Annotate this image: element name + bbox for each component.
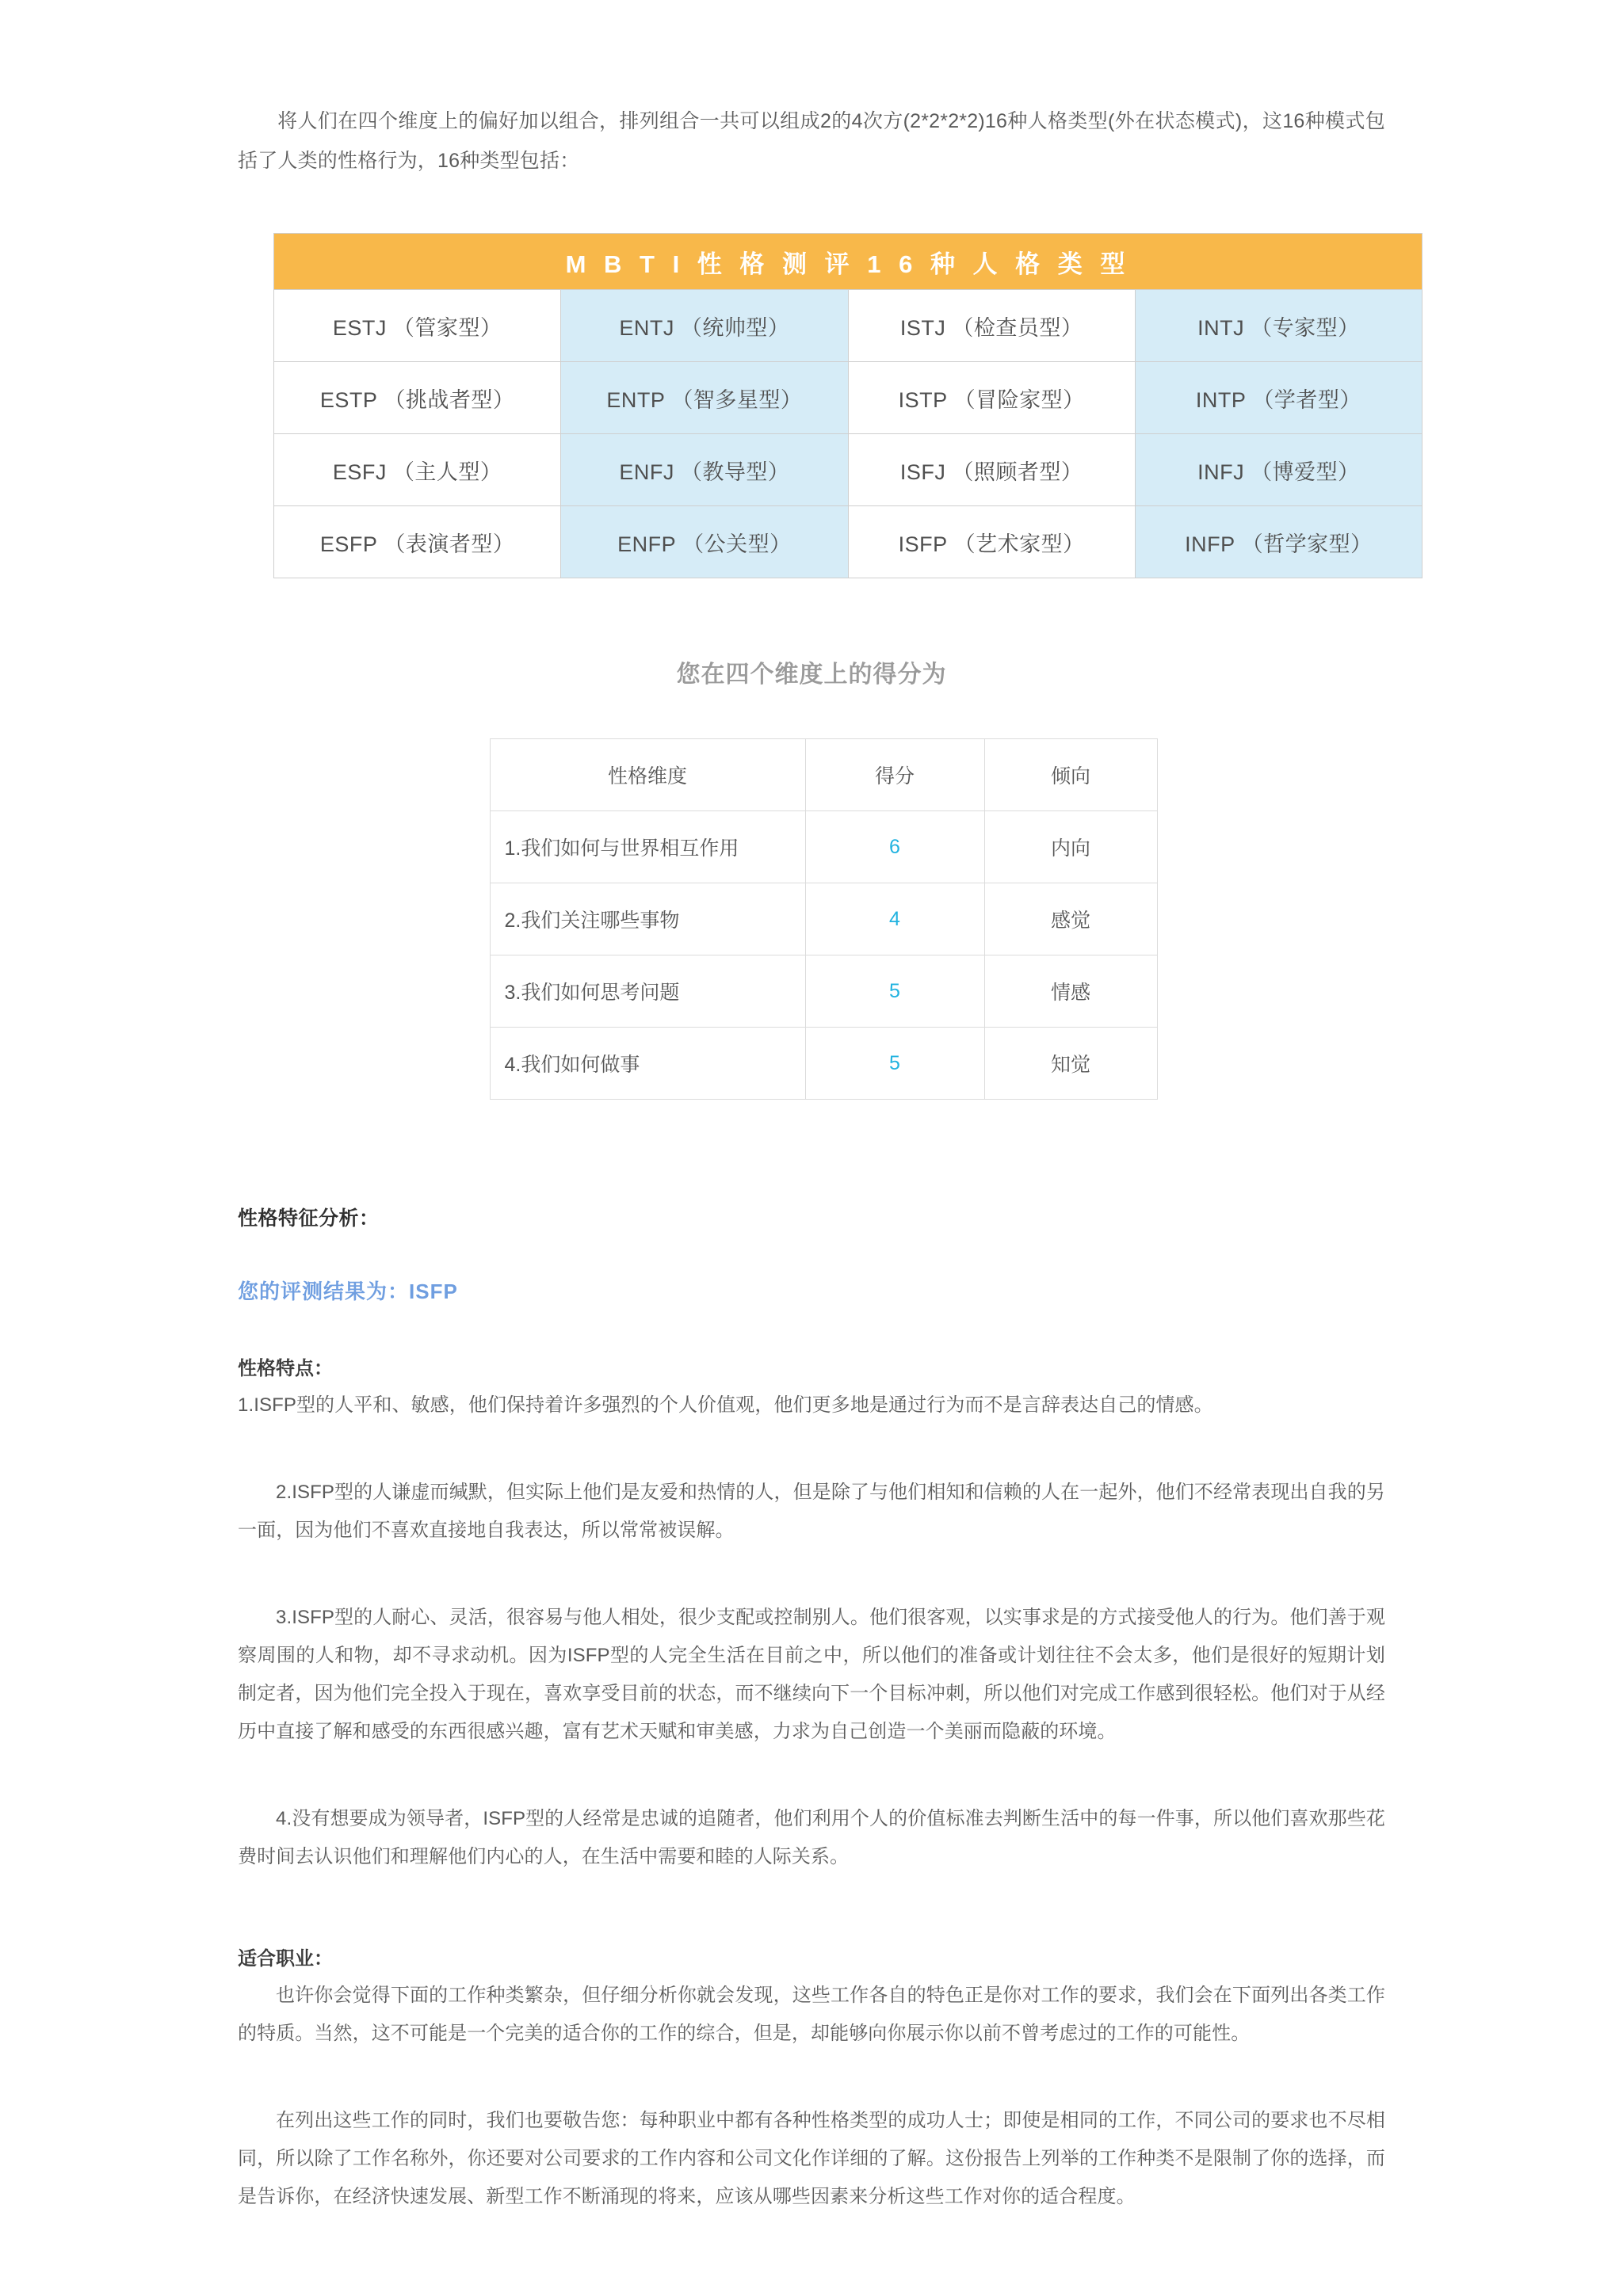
mbti-cell-isfp xyxy=(848,506,1135,578)
mbti-code: INFP xyxy=(1185,532,1235,556)
mbti-name: （专家型） xyxy=(1251,315,1360,340)
score-table-head xyxy=(490,739,1157,811)
mbti-cell-estj xyxy=(274,290,561,362)
mbti-code: ESTJ xyxy=(332,315,387,340)
mbti-name: （照顾者型） xyxy=(952,460,1083,484)
mbti-code: ISFP xyxy=(898,532,948,556)
score-col-tendency: 倾向 xyxy=(984,739,1157,811)
mbti-name: （挑战者型） xyxy=(384,387,515,412)
mbti-cell-intp xyxy=(1135,362,1422,434)
score-value: 5 xyxy=(805,955,984,1028)
mbti-name: （公关型） xyxy=(682,532,792,556)
table-row xyxy=(490,883,1157,955)
mbti-types-table xyxy=(273,233,1423,578)
mbti-name: （学者型） xyxy=(1252,387,1361,412)
trait-paragraph-3: 3.ISFP型的人耐心、灵活，很容易与他人相处，很少支配或控制别人。他们很客观，以实事求是的方式接受他人的行为。他们善于观察周围的人和物，却不寻求动机。因为ISFP型的人完全生活在目前之中，所以他们的准备或计划往往不会太多，他们是很好的短期计划制定者，因为他们完全投入于现在，喜欢享受目前的状态，而不继续向下一个目标冲刺，所以他们对完成工作感到很轻松。他们对于从经历中直接了解和感受的东西很感兴趣，富有艺术天赋和审美感，力求为自己创造一个美丽而隐蔽的环境。 xyxy=(238,1607,1385,1742)
table-row xyxy=(490,811,1157,883)
mbti-name: （艺术家型） xyxy=(953,532,1085,556)
mbti-code: ISTJ xyxy=(899,315,946,340)
spacer xyxy=(238,1773,1385,1800)
mbti-cell-isfj xyxy=(848,434,1135,506)
score-dimension: 3.我们如何思考问题 xyxy=(490,955,805,1028)
mbti-cell-enfj xyxy=(561,434,848,506)
spacer xyxy=(238,1447,1385,1474)
mbti-name: （统帅型） xyxy=(680,315,790,340)
mbti-cell-infp xyxy=(1135,506,1422,578)
score-value: 6 xyxy=(805,811,984,883)
table-row xyxy=(274,506,1423,578)
score-table-body xyxy=(490,811,1157,1100)
score-table xyxy=(490,738,1158,1100)
table-row xyxy=(274,362,1423,434)
mbti-code: ISTP xyxy=(898,387,948,412)
score-tendency: 知觉 xyxy=(984,1028,1157,1100)
score-col-dimension: 性格维度 xyxy=(490,739,805,811)
mbti-cell-esfp xyxy=(274,506,561,578)
mbti-table-wrapper xyxy=(0,233,1623,578)
mbti-name: （博爱型） xyxy=(1251,460,1360,484)
score-tendency: 感觉 xyxy=(984,883,1157,955)
trait-paragraph-4: 4.没有想要成为领导者，ISFP型的人经常是忠诚的追随者，他们利用个人的价值标准去判断生活中的每一件事，所以他们喜欢那些花费时间去认识他们和理解他们内心的人，在生活中需要和睦的人际关系。 xyxy=(238,1808,1385,1867)
score-table-header-row xyxy=(490,739,1157,811)
mbti-name: （哲学家型） xyxy=(1241,532,1373,556)
mbti-code: ESTP xyxy=(319,387,378,412)
intro-paragraph xyxy=(0,0,1623,181)
careers-heading: 适合职业： xyxy=(238,1948,333,1970)
score-col-score: 得分 xyxy=(805,739,984,811)
mbti-code: INFJ xyxy=(1197,460,1245,484)
analysis-heading: 性格特征分析： xyxy=(238,1207,380,1230)
score-tendency: 情感 xyxy=(984,955,1157,1028)
mbti-name: （检查员型） xyxy=(952,315,1083,340)
mbti-cell-esfj xyxy=(274,434,561,506)
mbti-name: （教导型） xyxy=(680,460,790,484)
mbti-code: ENFJ xyxy=(619,460,674,484)
score-table-wrapper xyxy=(0,738,1623,1100)
mbti-code: ENFP xyxy=(617,532,677,556)
mbti-table-title: M B T I 性 格 测 评 1 6 种 人 格 类 型 xyxy=(274,234,1423,290)
trait-paragraph-2: 2.ISFP型的人谦虚而缄默，但实际上他们是友爱和热情的人，但是除了与他们相知和信赖的人在一起外，他们不经常表现出自我的另一面，因为他们不喜欢直接地自我表达，所以常常被误解。 xyxy=(238,1482,1385,1541)
mbti-cell-intj xyxy=(1135,290,1422,362)
table-row xyxy=(490,955,1157,1028)
mbti-cell-entj xyxy=(561,290,848,362)
mbti-table-header-row xyxy=(274,234,1423,290)
mbti-cell-entp xyxy=(561,362,848,434)
mbti-code: ENTJ xyxy=(619,315,674,340)
mbti-cell-istp xyxy=(848,362,1135,434)
result-heading: 您的评测结果为：ISFP xyxy=(238,1280,458,1303)
score-value: 5 xyxy=(805,1028,984,1100)
score-value: 4 xyxy=(805,883,984,955)
mbti-code: INTP xyxy=(1195,387,1247,412)
spacer xyxy=(238,1898,1385,1943)
mbti-cell-infj xyxy=(1135,434,1422,506)
intro-text: 将人们在四个维度上的偏好加以组合，排列组合一共可以组成2的4次方(2*2*2*2)16种人格类型(外在状态模式)，这16种模式包括了人类的性格行为，16种类型包括： xyxy=(238,110,1385,172)
mbti-table-body xyxy=(274,234,1423,578)
score-section-title: 您在四个维度上的得分为 xyxy=(676,662,947,688)
trait-paragraph-1: 1.ISFP型的人平和、敏感，他们保持着许多强烈的个人价值观，他们更多地是通过行为而不是言辞表达自己的情感。 xyxy=(238,1394,1213,1416)
table-row xyxy=(274,290,1423,362)
mbti-name: （冒险家型） xyxy=(953,387,1085,412)
score-dimension: 2.我们关注哪些事物 xyxy=(490,883,805,955)
mbti-cell-estp xyxy=(274,362,561,434)
mbti-code: ESFJ xyxy=(332,460,387,484)
score-dimension: 4.我们如何做事 xyxy=(490,1028,805,1100)
mbti-name: （智多星型） xyxy=(671,387,803,412)
table-row xyxy=(490,1028,1157,1100)
analysis-section xyxy=(0,1203,1623,2216)
mbti-cell-enfp xyxy=(561,506,848,578)
mbti-cell-istj xyxy=(848,290,1135,362)
score-dimension: 1.我们如何与世界相互作用 xyxy=(490,811,805,883)
spacer xyxy=(238,1572,1385,1599)
careers-paragraph-2: 在列出这些工作的同时，我们也要敬告您：每种职业中都有各种性格类型的成功人士；即使是相同的工作，不同公司的要求也不尽相同，所以除了工作名称外，你还要对公司要求的工作内容和公司文化作详细的了解。这份报告上列举的工作种类不是限制了你的选择，而是告诉你，在经济快速发展、新型工作不断涌现的将来，应该从哪些因素来分析这些工作对你的适合程度。 xyxy=(238,2110,1385,2207)
mbti-code: INTJ xyxy=(1197,315,1245,340)
careers-paragraph-1: 也许你会觉得下面的工作种类繁杂，但仔细分析你就会发现，这些工作各自的特色正是你对工作的要求，我们会在下面列出各类工作的特质。当然，这不可能是一个完美的适合你的工作的综合，但是，却能够向你展示你以前不曾考虑过的工作的可能性。 xyxy=(238,1985,1385,2044)
mbti-code: ESFP xyxy=(319,532,378,556)
spacer xyxy=(238,2075,1385,2102)
mbti-name: （表演者型） xyxy=(384,532,515,556)
mbti-code: ISFJ xyxy=(899,460,946,484)
mbti-name: （主人型） xyxy=(392,460,502,484)
table-row xyxy=(274,434,1423,506)
traits-heading: 性格特点： xyxy=(238,1358,333,1379)
mbti-name: （管家型） xyxy=(392,315,502,340)
mbti-code: ENTP xyxy=(606,387,666,412)
score-tendency: 内向 xyxy=(984,811,1157,883)
